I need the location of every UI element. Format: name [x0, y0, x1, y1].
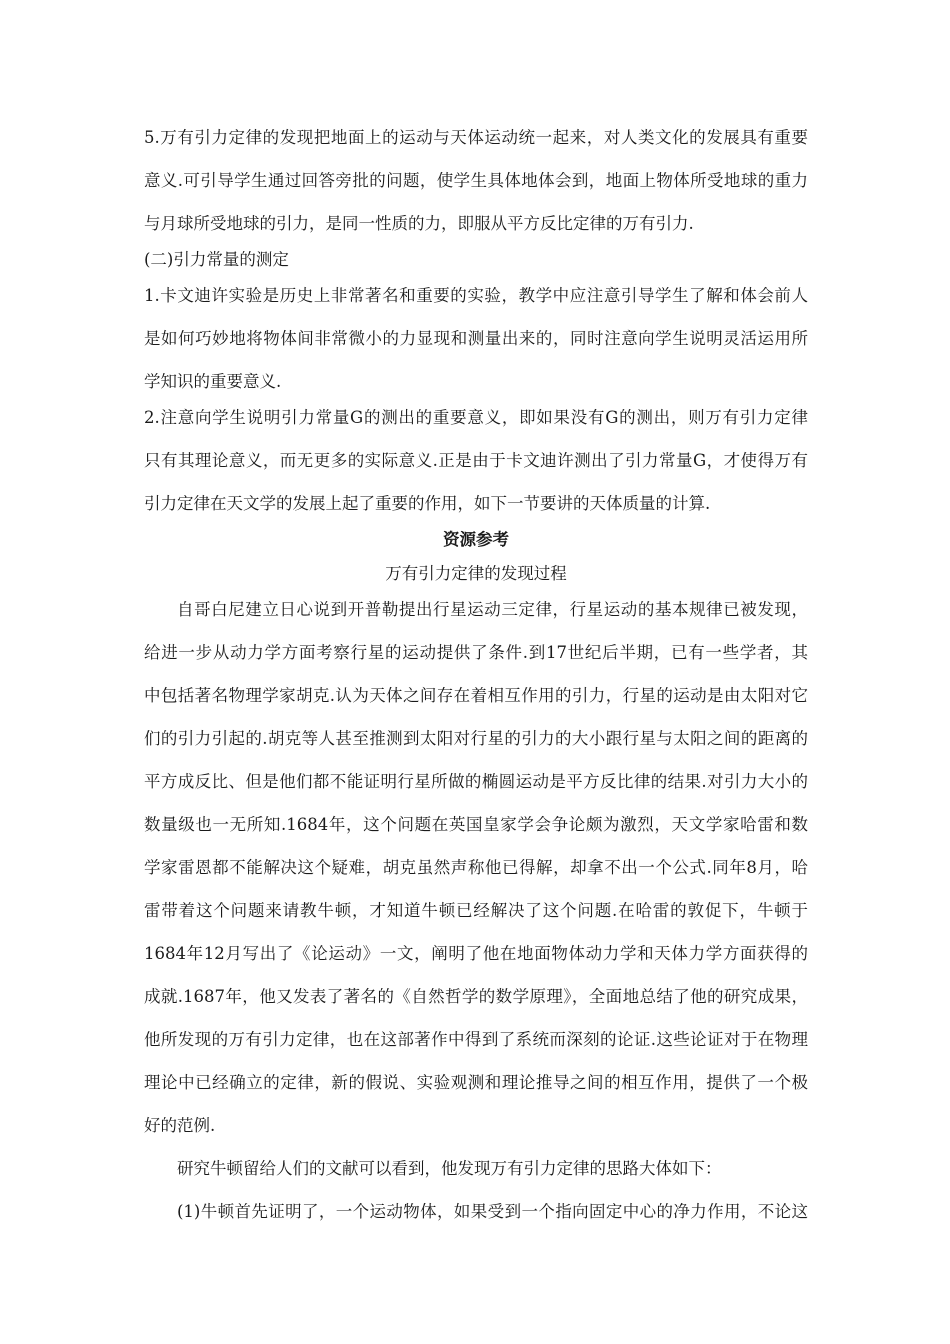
text-line: 好的范例. [144, 1116, 216, 1135]
text-line: 平方成反比、但是他们都不能证明行星所做的椭圆运动是平方反比律的结果.对引力大小的 [144, 772, 808, 791]
text-line: 雷带着这个问题来请教牛顿，才知道牛顿已经解决了这个问题.在哈雷的敦促下，牛顿于 [144, 901, 808, 920]
text-line: 1684年12月写出了《论运动》一文，阐明了他在地面物体动力学和天体力学方面获得的 [144, 944, 808, 963]
text-line: 们的引力引起的.胡克等人甚至推测到太阳对行星的引力的大小跟行星与太阳之间的距离的 [144, 729, 808, 748]
text-line: 5.万有引力定律的发现把地面上的运动与天体运动统一起来，对人类文化的发展具有重要 [144, 128, 808, 147]
text-line: 只有其理论意义，而无更多的实际意义.正是由于卡文迪许测出了引力常量G，才使得万有 [144, 451, 808, 470]
text-line: 与月球所受地球的引力，是同一性质的力，即服从平方反比定律的万有引力. [144, 214, 694, 233]
text-line: 中包括著名物理学家胡克.认为天体之间存在着相互作用的引力，行星的运动是由太阳对它 [144, 686, 808, 705]
text-line: 成就.1687年，他又发表了著名的《自然哲学的数学原理》，全面地总结了他的研究成果， [144, 987, 808, 1006]
text-line: 学家雷恩都不能解决这个疑难，胡克虽然声称他已得解，却拿不出一个公式.同年8月，哈 [144, 858, 808, 877]
text-line: 引力定律在天文学的发展上起了重要的作用，如下一节要讲的天体质量的计算. [144, 494, 711, 513]
text-line: 他所发现的万有引力定律，也在这部著作中得到了系统而深刻的论证.这些论证对于在物理 [144, 1030, 808, 1049]
text-line: 理论中已经确立的定律，新的假说、实验观测和理论推导之间的相互作用，提供了一个极 [144, 1073, 808, 1092]
text-line: 意义.可引导学生通过回答旁批的问题，使学生具体地体会到，地面上物体所受地球的重力 [144, 171, 808, 190]
text-line: (1)牛顿首先证明了，一个运动物体，如果受到一个指向固定中心的净力作用，不论这 [177, 1202, 808, 1221]
text-line: 是如何巧妙地将物体间非常微小的力显现和测量出来的，同时注意向学生说明灵活运用所 [144, 329, 808, 348]
text-line: 2.注意向学生说明引力常量G的测出的重要意义，即如果没有G的测出，则万有引力定律 [144, 408, 808, 427]
resource-heading: 资源参考 [443, 530, 509, 549]
text-line: 学知识的重要意义. [144, 372, 282, 391]
text-line: 研究牛顿留给人们的文献可以看到，他发现万有引力定律的思路大体如下： [177, 1159, 722, 1178]
section-heading: (二)引力常量的测定 [144, 250, 289, 269]
article-title: 万有引力定律的发现过程 [385, 564, 567, 583]
text-line: 自哥白尼建立日心说到开普勒提出行星运动三定律，行星运动的基本规律已被发现， [177, 600, 808, 619]
text-line: 给进一步从动力学方面考察行星的运动提供了条件.到17世纪后半期，已有一些学者，其 [144, 643, 808, 662]
text-line: 数量级也一无所知.1684年，这个问题在英国皇家学会争论颇为激烈，天文学家哈雷和数 [144, 815, 808, 834]
text-line: 1.卡文迪许实验是历史上非常著名和重要的实验，教学中应注意引导学生了解和体会前人 [144, 286, 808, 305]
